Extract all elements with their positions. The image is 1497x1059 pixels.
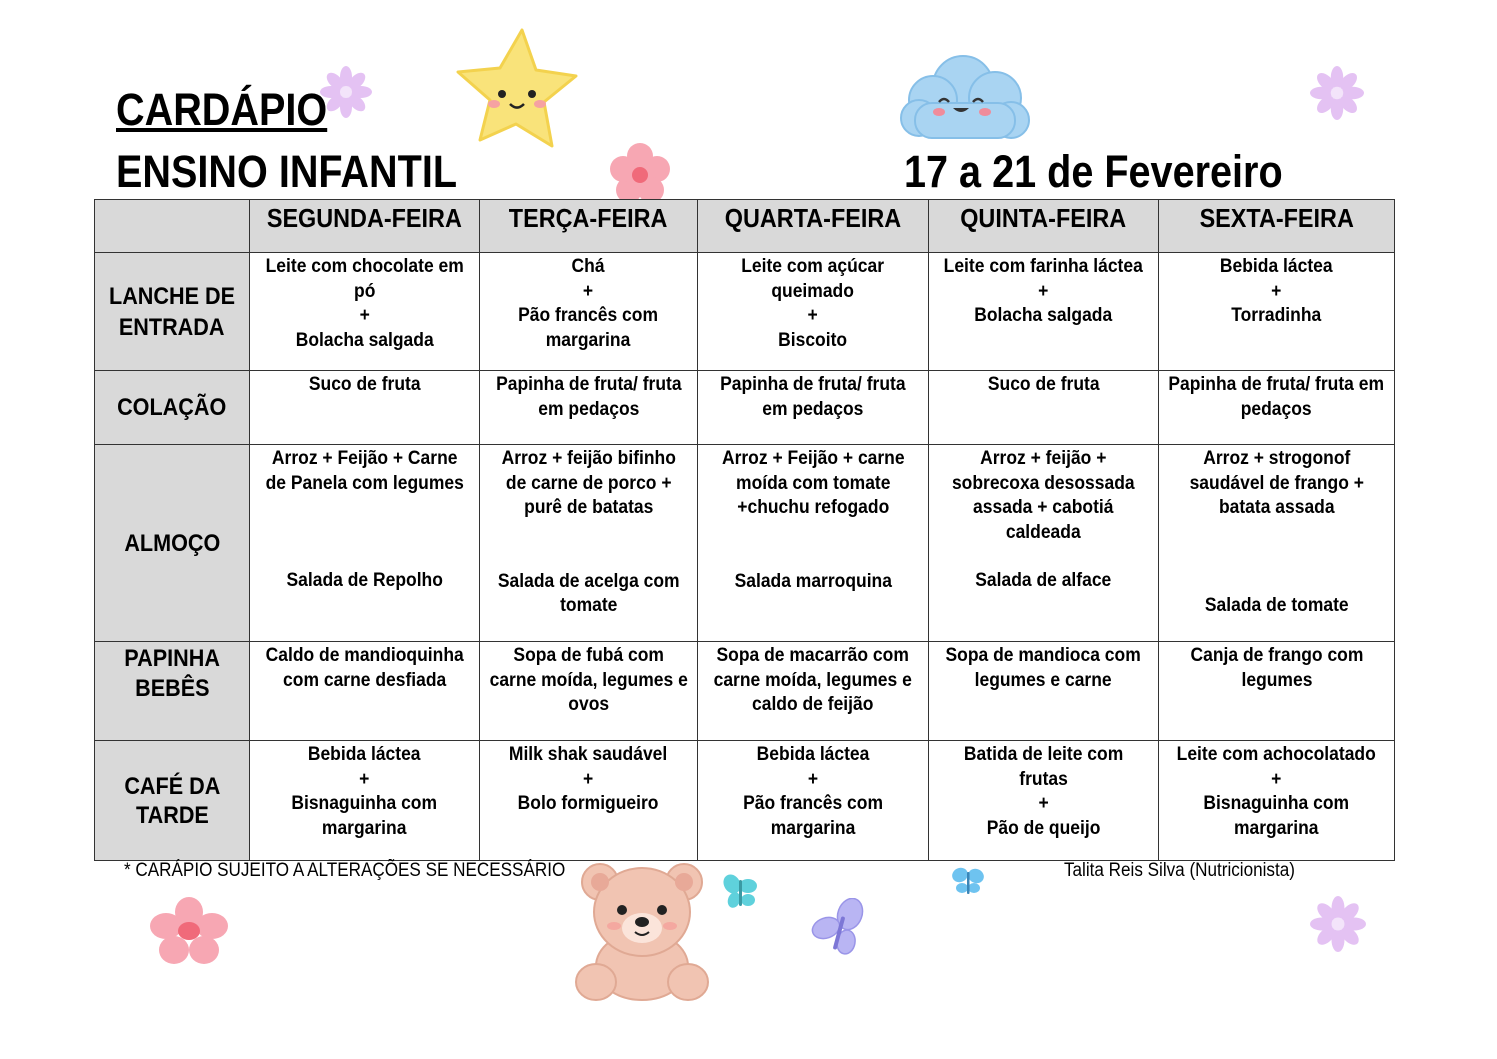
menu-cell: Caldo de mandioquinha com carne desfiada	[250, 642, 480, 741]
menu-cell: Leite com chocolate em pó + Bolacha salgada	[250, 253, 480, 371]
menu-cell: Sopa de macarrão com carne moída, legumes e caldo de feijão	[698, 642, 929, 741]
butterfly-icon	[950, 866, 986, 898]
menu-cell: Bebida láctea + Torradinha	[1159, 253, 1395, 371]
table-row	[95, 253, 1395, 371]
nutritionist-signature: Talita Reis Silva (Nutricionista)	[1064, 860, 1295, 881]
pink-flower-icon	[608, 142, 672, 206]
menu-cell: Leite com achocolatado + Bisnaguinha com margarina	[1159, 741, 1395, 861]
menu-cell: Suco de fruta	[929, 371, 1159, 445]
menu-cell: Sopa de mandioca com legumes e carne	[929, 642, 1159, 741]
day-header: SEXTA-FEIRA	[1159, 200, 1395, 253]
menu-cell: Bebida láctea + Bisnaguinha com margarina	[250, 741, 480, 861]
menu-cell: Bebida láctea + Pão francês com margarina	[698, 741, 929, 861]
menu-cell: Arroz + feijão + sobrecoxa desossada assada + cabotiá caldeada Salada de alface	[929, 445, 1159, 642]
menu-cell: Leite com açúcar queimado + Biscoito	[698, 253, 929, 371]
page-subtitle: ENSINO INFANTIL	[116, 146, 458, 197]
menu-cell: Arroz + Feijão + carne moída com tomate +chuchu refogado Salada marroquina	[698, 445, 929, 642]
lilac-flower-icon	[1310, 66, 1364, 120]
menu-cell: Papinha de fruta/ fruta em pedaços	[1159, 371, 1395, 445]
day-header: TERÇA-FEIRA	[480, 200, 698, 253]
disclaimer-note: * CARÁPIO SUJEITO A ALTERAÇÕES SE NECESSÁRIO	[124, 860, 566, 881]
menu-cell: Papinha de fruta/ fruta em pedaços	[480, 371, 698, 445]
cloud-icon	[895, 48, 1035, 153]
menu-cell: Canja de frango com legumes	[1159, 642, 1395, 741]
table-row	[95, 371, 1395, 445]
menu-cell: Sopa de fubá com carne moída, legumes e ovos	[480, 642, 698, 741]
meal-label: PAPINHABEBÊS	[95, 642, 250, 741]
menu-cell: Suco de fruta	[250, 371, 480, 445]
page-title: CARDÁPIO	[116, 84, 328, 135]
pink-flower-icon	[146, 896, 232, 966]
menu-cell: Milk shak saudável + Bolo formigueiro	[480, 741, 698, 861]
corner-cell	[95, 200, 250, 253]
butterfly-icon	[806, 898, 872, 964]
menu-cell: Arroz + strogonof saudável de frango + batata assada Salada de tomate	[1159, 445, 1395, 642]
lilac-flower-icon	[1310, 896, 1366, 952]
meal-label: COLAÇÃO	[95, 371, 250, 445]
menu-table	[94, 199, 1395, 861]
menu-cell: Batida de leite com frutas + Pão de queijo	[929, 741, 1159, 861]
day-header: QUARTA-FEIRA	[698, 200, 929, 253]
table-header-row	[95, 200, 1395, 253]
menu-cell: Arroz + Feijão + Carne de Panela com legumes Salada de Repolho	[250, 445, 480, 642]
meal-label: CAFÉ DATARDE	[95, 741, 250, 861]
menu-cell: Chá + Pão francês com margarina	[480, 253, 698, 371]
menu-cell: Arroz + feijão bifinho de carne de porco + purê de batatas Salada de acelga com tomate	[480, 445, 698, 642]
table-row	[95, 445, 1395, 642]
table-row	[95, 642, 1395, 741]
lilac-flower-icon	[320, 66, 372, 118]
table-row	[95, 741, 1395, 861]
butterfly-icon	[720, 872, 760, 912]
menu-cell: Leite com farinha láctea + Bolacha salgada	[929, 253, 1159, 371]
teddy-bear-icon	[574, 858, 710, 1004]
menu-cell: Papinha de fruta/ fruta em pedaços	[698, 371, 929, 445]
week-dates: 17 a 21 de Fevereiro	[904, 146, 1283, 197]
meal-label: ALMOÇO	[95, 445, 250, 642]
day-header: QUINTA-FEIRA	[929, 200, 1159, 253]
day-header: SEGUNDA-FEIRA	[250, 200, 480, 253]
star-icon	[450, 24, 580, 154]
meal-label: LANCHE DEENTRADA	[95, 253, 250, 371]
